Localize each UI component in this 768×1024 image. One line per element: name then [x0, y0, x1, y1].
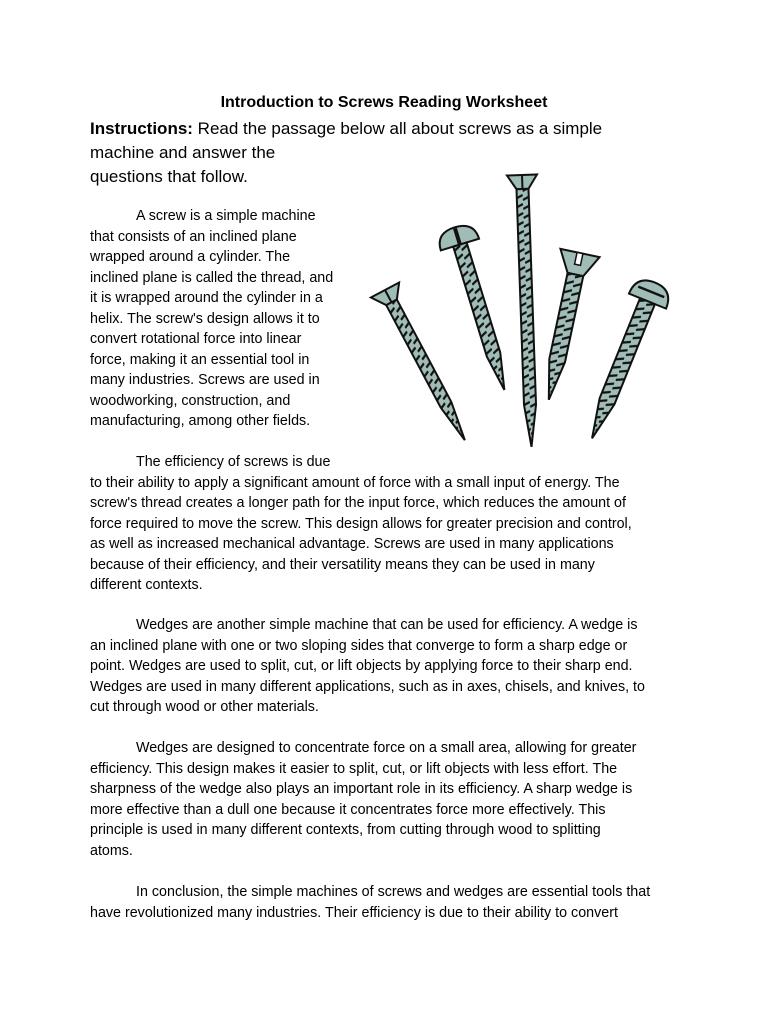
paragraph-line: to their ability to apply a significant amount of force with a small input of energy. The [90, 474, 620, 491]
screw-4 [529, 249, 599, 404]
screw-1 [371, 282, 479, 447]
paragraph-conclusion [90, 882, 690, 923]
paragraph-line: Wedges are designed to concentrate force on a small area, allowing for greater [136, 740, 637, 756]
paragraph-line: many industries. Screws are used in [90, 372, 320, 388]
paragraph-line: cut through wood or other materials. [90, 699, 319, 715]
instructions-line-1 [90, 117, 650, 141]
instructions-text-1: Read the passage below all about screws as a simple [192, 119, 603, 138]
paragraph-line: The efficiency of screws is due [136, 454, 331, 470]
paragraph-line: because of their efficiency, and their versatility means they can be used in many [90, 556, 595, 573]
paragraph-line: principle is used in many different contexts, from cutting through wood to splitting [90, 822, 601, 838]
paragraph-line: as well as increased mechanical advantage. Screws are used in many applications [90, 536, 614, 552]
paragraph-line: manufacturing, among other fields. [90, 413, 311, 429]
paragraph-line: screw's thread creates a longer path for the input force, which reduces the amount of [90, 495, 626, 511]
paragraph-wedge-design [90, 738, 690, 861]
screw-2 [436, 222, 524, 396]
paragraph-line: it is wrapped around the cylinder in a [90, 290, 323, 306]
paragraph-line: Wedges are used in many different applications, such as in axes, chisels, and knives, to [90, 678, 645, 695]
paragraph-line: have revolutionized many industries. Their efficiency is due to their ability to convert [90, 904, 618, 921]
paragraph-line: more effective than a dull one because it concentrates force more effectively. This [90, 801, 606, 818]
screws-illustration-icon [355, 165, 695, 465]
paragraph-line: inclined plane is called the thread, and [90, 269, 334, 286]
paragraph-line: A screw is a simple machine [136, 208, 316, 224]
paragraph-line: point. Wedges are used to split, cut, or lift objects by applying force to their sharp end. [90, 658, 633, 674]
instructions-line-3: questions that follow. [90, 167, 248, 186]
paragraph-line: atoms. [90, 842, 133, 859]
page-title: Introduction to Screws Reading Worksheet [220, 94, 548, 111]
paragraph-line: that consists of an inclined plane [90, 228, 297, 245]
paragraph-line: force, making it an essential tool in [90, 351, 310, 368]
paragraph-line: sharpness of the wedge also plays an important role in its efficiency. A sharp wedge is [90, 781, 633, 797]
paragraph-line: different contexts. [90, 577, 203, 593]
paragraph-line: efficiency. This design makes it easier to split, cut, or lift objects with less effort. The [90, 760, 618, 777]
paragraph-line: force required to move the screw. This design allows for greater precision and control, [90, 515, 632, 532]
instructions-label: Instructions: [90, 119, 193, 138]
screw-5 [574, 275, 674, 446]
paragraph-line: woodworking, construction, and [90, 392, 291, 409]
instructions-line-2: machine and answer the [90, 143, 276, 162]
paragraph-line: wrapped around a cylinder. The [90, 249, 291, 265]
paragraph-line: helix. The screw's design allows it to [90, 310, 320, 327]
paragraph-line: convert rotational force into linear [90, 331, 302, 347]
paragraph-line: Wedges are another simple machine that can be used for efficiency. A wedge is [136, 617, 638, 633]
paragraph-line: an inclined plane with one or two sloping sides that converge to form a sharp edge or [90, 637, 628, 654]
screw-3 [507, 174, 546, 447]
paragraph-screw-efficiency [90, 452, 690, 596]
paragraph-wedge-definition [90, 615, 690, 718]
paragraph-line: In conclusion, the simple machines of screws and wedges are essential tools that [136, 884, 651, 900]
paragraph-screw-definition [90, 206, 390, 432]
